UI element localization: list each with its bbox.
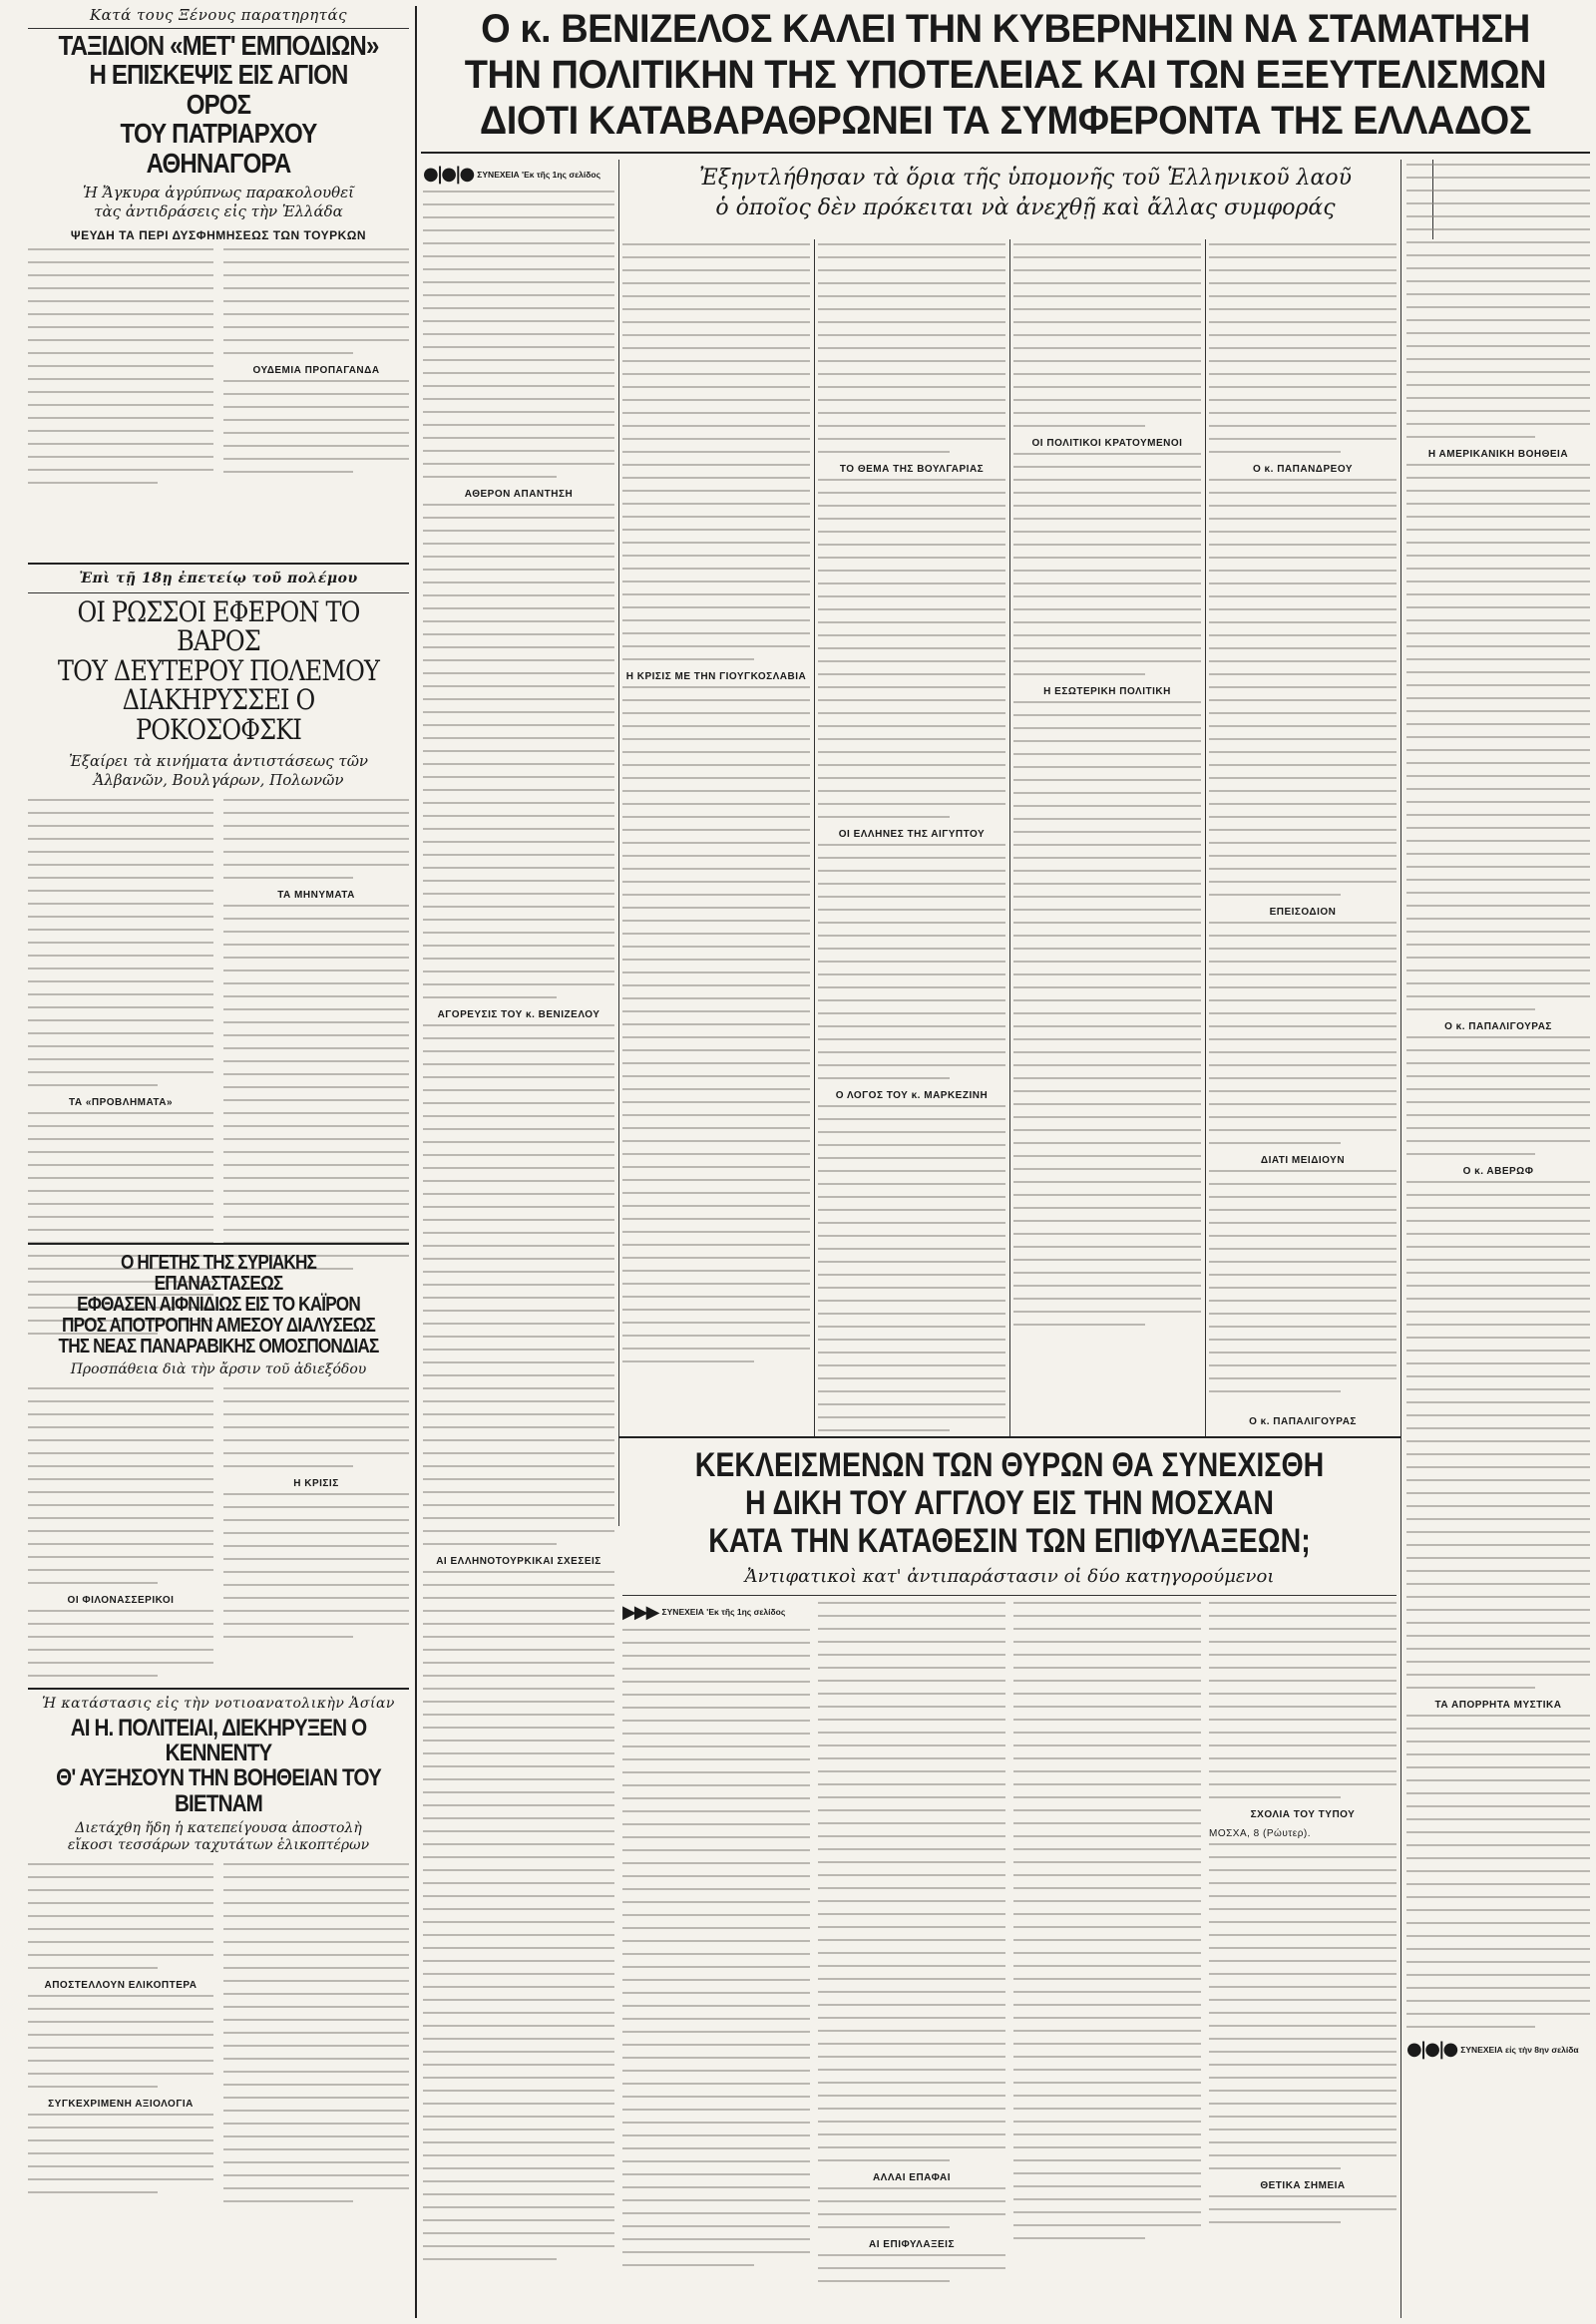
ornament-icon: ●|●|● (423, 164, 474, 185)
body-text (28, 1995, 213, 2088)
section-label: ΟΥΔΕΜΙΑ ΠΡΟΠΑΓΑΝΔΑ (252, 365, 380, 377)
section-label: Η ΕΣΩΤΕΡΙΚΗ ΠΟΛΙΤΙΚΗ (1043, 686, 1171, 697)
left-column (28, 6, 409, 2318)
body-text (1209, 1170, 1396, 1392)
section-label: Ο κ. ΑΒΕΡΩΦ (1462, 1166, 1534, 1177)
divider (28, 563, 409, 565)
headline-line: ΤΟΥ ΠΑΤΡΙΑΡΧΟΥ ΑΘΗΝΑΓΟΡΑ (120, 118, 317, 179)
body-text (818, 1602, 1005, 2161)
headline-line: ΔΙΟΤΙ ΚΑΤΑΒΑΡΑΘΡΩΝΕΙ ΤΑ ΣΥΜΦΕΡΟΝΤΑ ΤΗΣ ΕΛΛΑΔΟΣ (479, 99, 1532, 143)
body-text (223, 1863, 409, 2202)
headline-line: ΟΙ ΡΩΣΣΟΙ ΕΦΕΡΟΝ ΤΟ ΒΑΡΟΣ (77, 595, 360, 658)
subhead: Διετάχθη ἤδη ἡ κατεπείγουσα ἀποστολὴ (75, 1819, 362, 1836)
headline-line: ΚΑΤΑ ΤΗΝ ΚΑΤΑΘΕΣΙΝ ΤΩΝ ΕΠΙΦΥΛΑΞΕΩΝ; (708, 1522, 1311, 1560)
section-label: ΑΘΕΡΟΝ ΑΠΑΝΤΗΣΗ (464, 489, 574, 500)
body-text (1013, 453, 1201, 675)
section-label: ΕΠΕΙΣΟΔΙΟΝ (1269, 907, 1337, 918)
headline (28, 1253, 409, 1357)
section-label: Ο κ. ΠΑΠΑΛΙΓΟΥΡΑΣ (1444, 1021, 1552, 1032)
divider (618, 1436, 1400, 1438)
body-text (1209, 1602, 1396, 1798)
section-label: ΑΙ ΕΛΛΗΝΟΤΟΥΡΚΙΚΑΙ ΣΧΕΣΕΙΣ (436, 1556, 601, 1567)
subhead: Ἐξηντλήθησαν τὰ ὅρια τῆς ὑπομονῆς τοῦ Ἑλληνικοῦ λαοῦ (698, 166, 1353, 191)
subhead-caps: ΨΕΥΔΗ ΤΑ ΠΕΡΙ ΔΥΣΦΗΜΗΣΕΩΣ ΤΩΝ ΤΟΥΡΚΩΝ (70, 228, 367, 243)
body-text (223, 1493, 409, 1638)
headline-line: ΠΡΟΣ ΑΠΟΤΡΟΠΗΝ ΑΜΕΣΟΥ ΔΙΑΛΥΣΕΩΣ (62, 1315, 375, 1337)
headline (28, 1716, 409, 1816)
column-rule (814, 239, 815, 1436)
body-text (28, 799, 213, 1086)
section-label: Η ΑΜΕΡΙΚΑΝΙΚΗ ΒΟΗΘΕΙΑ (1427, 449, 1569, 460)
article-patriarch (28, 6, 409, 495)
body-text (1013, 701, 1201, 1326)
body-text (818, 1105, 1005, 1431)
headline-line: Ο κ. ΒΕΝΙΖΕΛΟΣ ΚΑΛΕΙ ΤΗΝ ΚΥΒΕΡΝΗΣΙΝ ΝΑ ΣΤΑΜΑΤΗΣΗ (481, 7, 1530, 51)
body-text (1013, 243, 1201, 427)
subhead: Ἀντιφατικοὶ κατ' ἀντιπαράστασιν οἱ δύο κατηγορούμενοι (744, 1566, 1275, 1587)
body-text (223, 905, 409, 1270)
headline-line: ΤΗΣ ΝΕΑΣ ΠΑΝΑΡΑΒΙΚΗΣ ΟΜΟΣΠΟΝΔΙΑΣ (58, 1336, 379, 1357)
article-vietnam (28, 1696, 409, 2213)
column-rule (618, 239, 619, 1526)
section-label: ΤΑ ΑΠΟΡΡΗΤΑ ΜΥΣΤΙΚΑ (1434, 1700, 1562, 1711)
headline (622, 1442, 1396, 1560)
main-col-3 (818, 243, 1005, 1440)
article-moscow-trial (622, 1442, 1396, 2318)
headline-line: Η ΕΠΙΣΚΕΨΙΣ ΕΙΣ ΑΓΙΟΝ ΟΡΟΣ (89, 59, 348, 120)
headline-line: Η ΔΙΚΗ ΤΟΥ ΑΓΓΛΟΥ ΕΙΣ ΤΗΝ ΜΟΣΧΑΝ (744, 1484, 1275, 1522)
main-headline (421, 6, 1590, 144)
section-label: ΘΕΤΙΚΑ ΣΗΜΕΙΑ (1260, 2179, 1346, 2191)
body-text (622, 243, 810, 660)
body-text (423, 1571, 614, 2260)
section-label: ΔΙΑΤΙ ΜΕΙΔΙΟΥΝ (1260, 1155, 1346, 1166)
body-text (818, 844, 1005, 1079)
headline-line: ΤΗΝ ΠΟΛΙΤΙΚΗΝ ΤΗΣ ΥΠΟΤΕΛΕΙΑΣ ΚΑΙ ΤΩΝ ΕΞΕΥΤΕΛΙΣΜΩΝ (464, 53, 1547, 97)
subhead: Ἡ Ἄγκυρα ἀγρύπνως παρακολουθεῖ (82, 183, 355, 201)
article-russia (28, 571, 409, 1346)
body-text (28, 1610, 213, 1677)
section-label: ΑΓΟΡΕΥΣΙΣ ΤΟΥ κ. ΒΕΝΙΖΕΛΟΥ (437, 1009, 600, 1020)
column-rule (1009, 239, 1010, 1436)
body-text (423, 504, 614, 998)
section-label: ΤΑ «ΠΡΟΒΛΗΜΑΤΑ» (68, 1097, 174, 1109)
headline-line: ΕΦΘΑΣΕΝ ΑΙΦΝΙΔΙΩΣ ΕΙΣ ΤΟ ΚΑΪΡΟΝ (77, 1294, 360, 1316)
section-label: ΟΙ ΠΟΛΙΤΙΚΟΙ ΚΡΑΤΟΥΜΕΝΟΙ (1031, 438, 1183, 449)
body-text (423, 191, 614, 478)
continuation-label: ΣΥΝΕΧΕΙΑ 'Εκ τῆς 1ης σελίδος (477, 169, 601, 180)
headline-line: ΤΑΞΙΔΙΟΝ «ΜΕΤ' ΕΜΠΟΔΙΩΝ» (58, 30, 379, 61)
article-syria (28, 1253, 409, 1688)
section-label: ΑΠΟΣΤΕΛΛΟΥΝ ΕΛΙΚΟΠΤΕΡΑ (44, 1979, 198, 1991)
body-text (1406, 164, 1590, 438)
body-text (28, 1387, 213, 1584)
continuation-label: ΣΥΝΕΧΕΙΑ 'Εκ τῆς 1ης σελίδος (661, 1607, 786, 1617)
body-text (818, 243, 1005, 453)
body-text (818, 2254, 1005, 2282)
column-rule (415, 6, 417, 2318)
section-label: ΟΙ ΕΛΛΗΝΕΣ ΤΗΣ ΑΙΓΥΠΤΟΥ (838, 829, 986, 840)
section-label: ΟΙ ΦΙΛΟΝΑΣΣΕΡΙΚΟΙ (67, 1594, 175, 1606)
divider (28, 1243, 409, 1245)
main-col-1 (423, 164, 614, 2318)
body-text (818, 2187, 1005, 2228)
body-text (1209, 922, 1396, 1144)
body-text (223, 799, 409, 879)
subhead: τὰς ἀντιδράσεις εἰς τὴν Ἑλλάδα (94, 201, 343, 220)
body-text (223, 1387, 409, 1467)
subhead: ὁ ὁποῖος δὲν πρόκειται νὰ ἀνεχθῇ καὶ ἄλλας συμφοράς (715, 195, 1336, 220)
body-text (1013, 1602, 1201, 2239)
ornament-icon: ●|●|● (1406, 2039, 1457, 2060)
right-col (1406, 164, 1590, 2318)
divider (28, 1688, 409, 1690)
section-label: ΣΥΓΚΕΧΡΙΜΕΝΗ ΑΞΙΟΛΟΓΙΑ (48, 2098, 194, 2110)
body-text (28, 248, 213, 495)
main-subhead-box (626, 164, 1424, 233)
section-label: ΑΛΛΑΙ ΕΠΑΦΑΙ (872, 2171, 952, 2183)
headline-line: Ο ΗΓΕΤΗΣ ΤΗΣ ΣΥΡΙΑΚΗΣ ΕΠΑΝΑΣΤΑΣΕΩΣ (120, 1252, 317, 1295)
body-text (1209, 243, 1396, 453)
section-label: Ο κ. ΠΑΠΑΝΔΡΕΟΥ (1253, 464, 1353, 475)
dateline: ΜΟΣΧΑ, 8 (Ρώυτερ). (1209, 1827, 1312, 1839)
body-text (1209, 479, 1396, 896)
divider (421, 152, 1590, 154)
headline-line: ΑΙ Η. ΠΟΛΙΤΕΙΑΙ, ΔΙΕΚΗΡΥΞΕΝ Ο ΚΕΝΝΕΝΤΥ (70, 1715, 367, 1767)
body-text (223, 380, 409, 473)
continuation-label: ΣΥΝΕΧΕΙΑ εἰς τὴν 8ην σελίδα (1460, 2044, 1579, 2055)
section-label: ΑΙ ΕΠΙΦΥΛΑΞΕΙΣ (869, 2238, 955, 2250)
body-text (818, 479, 1005, 818)
subhead: Ἐξαίρει τὰ κινήματα ἀντιστάσεως τῶν Ἀλβανῶν, Βουλγάρων, Πολωνῶν (68, 751, 369, 789)
kicker: Κατά τους Ξένους παρατηρητάς (89, 6, 348, 24)
body-text (1406, 1715, 1590, 2028)
arrow-ornament-icon: ▶▶▶ (622, 1601, 658, 1623)
body-text (622, 686, 810, 1362)
body-text (223, 248, 409, 354)
body-text (622, 1629, 810, 2266)
body-text (1406, 1036, 1590, 1155)
headline-line: Θ' ΑΥΞΗΣΟΥΝ ΤΗΝ ΒΟΗΘΕΙΑΝ ΤΟΥ ΒΙΕΤΝΑΜ (56, 1764, 381, 1817)
headline (28, 31, 409, 178)
body-text (1406, 1181, 1590, 1689)
body-text (1209, 2195, 1396, 2223)
box-rule (618, 160, 619, 239)
headline-line: ΚΕΚΛΕΙΣΜΕΝΩΝ ΤΩΝ ΘΥΡΩΝ ΘΑ ΣΥΝΕΧΙΣΘΗ (694, 1446, 1325, 1484)
headline (28, 597, 409, 744)
section-label: Η ΚΡΙΣΙΣ (293, 1477, 339, 1489)
body-text (28, 1863, 213, 1969)
subhead: Προσπάθεια διὰ τὴν ἄρσιν τοῦ ἀδιεξόδου (70, 1361, 367, 1377)
section-label: Η ΚΡΙΣΙΣ ΜΕ ΤΗΝ ΓΙΟΥΓΚΟΣΛΑΒΙΑ (625, 671, 807, 682)
subhead: εἴκοσι τεσσάρων ταχυτάτων ἑλικοπτέρων (67, 1837, 370, 1854)
column-rule (1205, 239, 1206, 1436)
body-text (423, 1024, 614, 1545)
body-text (1406, 464, 1590, 1010)
section-label: ΤΟ ΘΕΜΑ ΤΗΣ ΒΟΥΛΓΑΡΙΑΣ (839, 464, 985, 475)
kicker: Ἐπὶ τῇ 18ῃ ἐπετείῳ τοῦ πολέμου (79, 571, 358, 586)
body-text (28, 2114, 213, 2193)
section-label: Ο κ. ΠΑΠΑΛΙΓΟΥΡΑΣ (1249, 1416, 1357, 1427)
section-label: ΤΑ ΜΗΝΥΜΑΤΑ (277, 890, 355, 902)
column-rule (1400, 160, 1401, 2318)
main-col-2 (622, 243, 810, 1440)
headline-line: ΔΙΑΚΗΡΥΣΣΕΙ Ο ΡΟΚΟΣΟΦΣΚΙ (122, 683, 315, 746)
section-label: Ο ΛΟΓΟΣ ΤΟΥ κ. ΜΑΡΚΕΖΙΝΗ (835, 1090, 989, 1101)
main-col-5 (1209, 243, 1396, 1440)
body-text (1209, 1843, 1396, 2169)
kicker: Ἡ κατάστασις εἰς τὴν νοτιοανατολικὴν Ἀσίαν (42, 1696, 395, 1712)
section-label: ΣΧΟΛΙΑ ΤΟΥ ΤΥΠΟΥ (1250, 1808, 1356, 1820)
main-col-4 (1013, 243, 1201, 1440)
headline-line: ΤΟΥ ΔΕΥΤΕΡΟΥ ΠΟΛΕΜΟΥ (57, 653, 380, 687)
